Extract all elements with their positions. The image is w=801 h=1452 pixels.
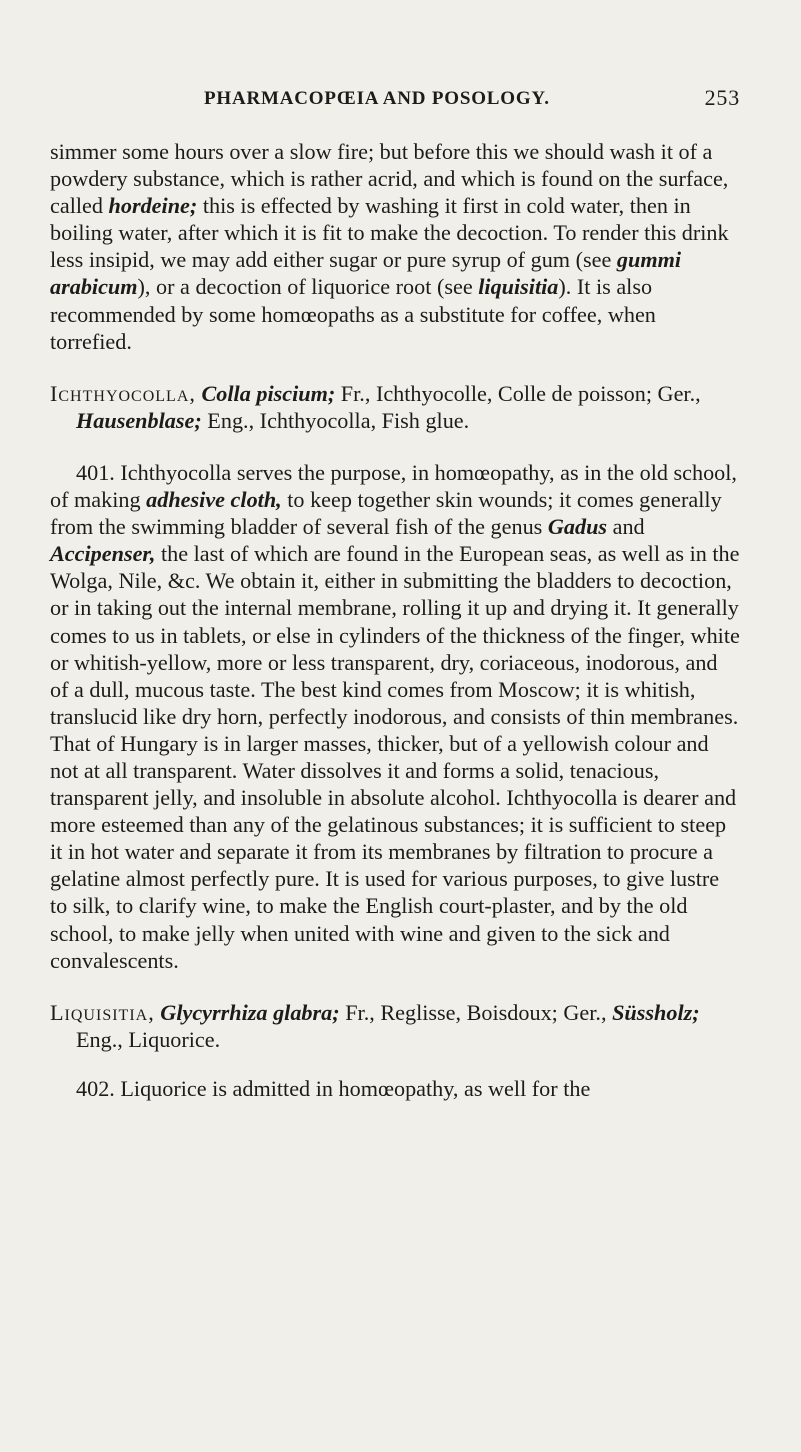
german-name: Süssholz;: [612, 999, 700, 1025]
paragraph-continuation: simmer some hours over a slow fire; but before this we should wash it of a powdery substance, which is rather acrid, and which is found on the surface, called hordeine; this is effected by washing it first in cold water, then in boiling water, after which it is fit to make the decoction. To render this drink less insipid, we may add either sugar or pure syrup of gum (see gummi arabicum), or a decoction of liquorice root (see liquisitia). It is also recommended by some homœopaths as a substitute for coffee, when torrefied.: [50, 139, 729, 354]
running-head: PHARMACOPŒIA AND POSOLOGY.: [204, 88, 550, 109]
page-header: [180, 85, 740, 118]
german-name: Hausenblase;: [76, 407, 202, 433]
entry-heading-ichthyocolla: Ichthyocolla, Colla piscium; Fr., Ichthyocolle, Colle de poisson; Ger., Hausenblase; Eng., Ichthyocolla, Fish glue.: [50, 380, 701, 433]
genus-gadus: Gadus: [547, 514, 608, 540]
page-number: 253: [704, 85, 740, 110]
entry-term: Ichthyocolla,: [50, 380, 196, 406]
paragraph-402: 402. Liquorice is admitted in homœopathy, as well for the: [76, 1075, 591, 1101]
body-text: [50, 138, 740, 1102]
entry-term: Liquisitia,: [50, 999, 155, 1025]
term-hordeine: hordeine;: [108, 193, 198, 219]
genus-accipenser: Accipenser,: [50, 541, 156, 567]
latin-name: Glycyrrhiza glabra;: [160, 999, 340, 1025]
ref-gummi-arabicum: gummi arabicum: [50, 247, 682, 300]
ref-liquisitia: liquisitia: [478, 274, 559, 300]
entry-heading-liquisitia: Liquisitia, Glycyrrhiza glabra; Fr., Reglisse, Boisdoux; Ger., Süssholz; Eng., Liquorice.: [50, 999, 700, 1052]
paragraph-401: 401. Ichthyocolla serves the purpose, in homœopathy, as in the old school, of making adhesive cloth, to keep together skin wounds; it comes generally from the swimming bladder of several fish of the genus Gadus and Accipenser, the last of which are found in the European seas, as well as in the Wolga, Nile, &c. We obtain it, either in submitting the bladders to decoction, or in taking out the internal membrane, rolling it up and drying it. It generally comes to us in tablets, or else in cylinders of the thickness of the finger, white or whitish-yellow, more or less transparent, dry, coriaceous, inodorous, and of a dull, mucous taste. The best kind comes from Moscow; it is whitish, translucid like dry horn, perfectly inodorous, and consists of thin membranes. That of Hungary is in larger masses, thicker, but of a yellowish colour and not at all transparent. Water dissolves it and forms a solid, tenacious, transparent jelly, and insoluble in absolute alcohol. Ichthyocolla is dearer and more esteemed than any of the gelatinous substances; it is sufficient to steep it in hot water and separate it from its membranes by filtration to procure a gelatine almost perfectly pure. It is used for various purposes, to give lustre to silk, to clarify wine, to make the English court-plaster, and by the old school, to make jelly when united with wine and given to the sick and convalescents.: [50, 459, 740, 973]
term-adhesive-cloth: adhesive cloth,: [146, 487, 282, 513]
latin-name: Colla piscium;: [201, 380, 336, 406]
